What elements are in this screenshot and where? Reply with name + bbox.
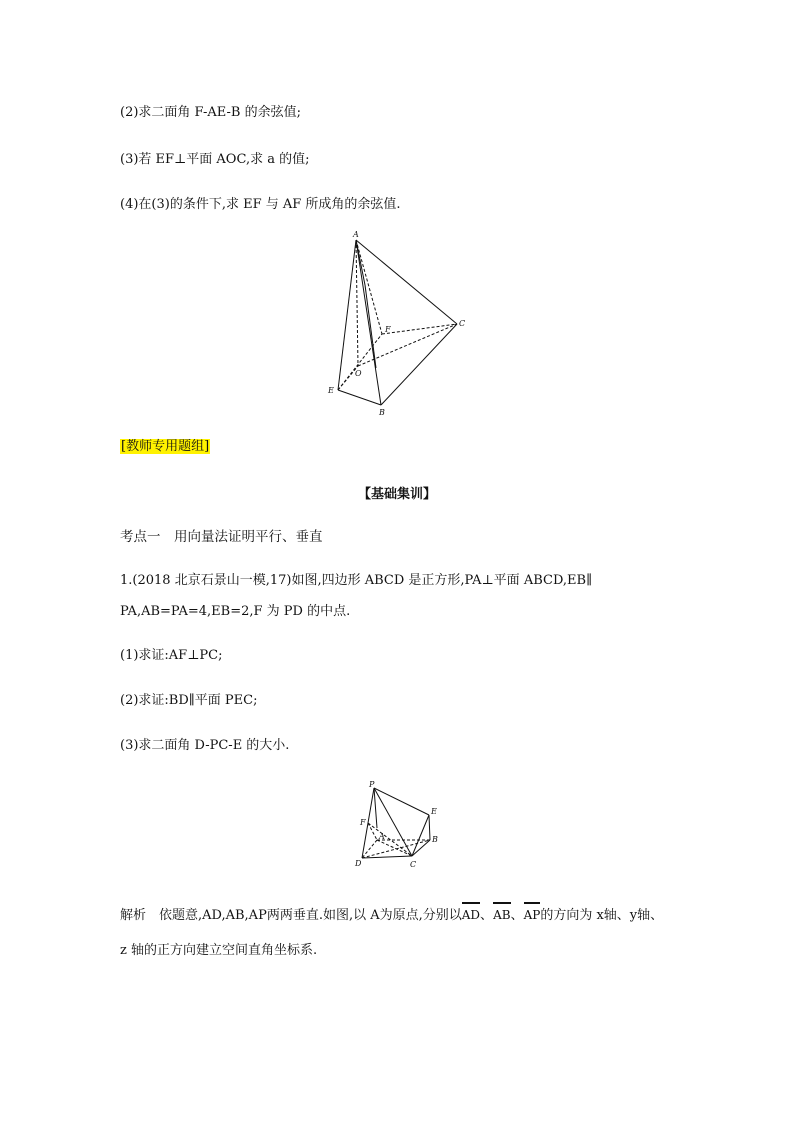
- label-C2: C: [410, 860, 417, 869]
- teacher-tag: [教师专用题组]: [121, 439, 210, 454]
- vector-AD: AD: [461, 908, 481, 922]
- dashed-AO: [356, 240, 358, 366]
- label-O: O: [355, 369, 362, 378]
- dashed-FA: [368, 823, 377, 840]
- edge-AC: [356, 240, 457, 324]
- label-E: E: [328, 386, 334, 395]
- label-B2: B: [432, 835, 438, 844]
- label-D2: D: [355, 859, 362, 868]
- dashed-AF: [356, 240, 382, 334]
- section-title: 【基础集训】: [357, 487, 436, 502]
- label-F2: F: [360, 818, 366, 827]
- edge-BC: [381, 324, 457, 405]
- edge-EB: [429, 815, 430, 840]
- edge-PE: [374, 788, 429, 815]
- vector-AB: AB: [493, 908, 511, 922]
- label-B: B: [379, 408, 385, 417]
- solution-suffix: 的方向为 x轴、y轴、: [540, 908, 664, 923]
- question-2: (2)求二面角 F-AE-B 的余弦值;: [120, 105, 301, 120]
- label-F: F: [385, 325, 391, 334]
- question-4: (4)在(3)的条件下,求 EF 与 AF 所成角的余弦值.: [120, 197, 401, 212]
- label-E2: E: [431, 807, 437, 816]
- edge-mid-B: [365, 285, 376, 368]
- dashed-FC: [368, 823, 412, 856]
- problem1-part1: (1)求证:AF⊥PC;: [120, 648, 223, 663]
- edge-EB: [338, 390, 381, 405]
- problem1-line1: 1.(2018 北京石景山一模,17)如图,四边形 ABCD 是正方形,PA⊥平面 ABCD,EB∥: [120, 573, 593, 588]
- solution-line1: [120, 906, 663, 925]
- edge-EC: [412, 815, 429, 856]
- question-3: (3)若 EF⊥平面 AOC,求 a 的值;: [120, 152, 310, 167]
- solution-prefix: 解析 依题意,AD,AB,AP两两垂直.如图,以 A为原点,分别以: [120, 908, 462, 923]
- edge-AB: [356, 240, 381, 405]
- edge-AE: [338, 240, 356, 390]
- label-A: A: [353, 230, 359, 239]
- vector-AP: AP: [523, 908, 541, 922]
- solution-sep1: 、: [480, 908, 494, 923]
- problem1-part2: (2)求证:BD∥平面 PEC;: [120, 693, 258, 708]
- solution-sep2: 、: [510, 908, 524, 923]
- figure-pyramid: [318, 228, 478, 418]
- solution-line2: z 轴的正方向建立空间直角坐标系.: [120, 943, 318, 958]
- problem1-part3: (3)求二面角 D-PC-E 的大小.: [120, 738, 290, 753]
- label-A2: A: [379, 832, 385, 841]
- label-C: C: [459, 319, 466, 328]
- edge-PA: [374, 788, 377, 828]
- problem1-line2: PA,AB=PA=4,EB=2,F 为 PD 的中点.: [120, 604, 351, 619]
- topic-heading: 考点一 用向量法证明平行、垂直: [120, 529, 323, 545]
- figure-prism: [352, 778, 448, 870]
- label-P: P: [369, 780, 375, 789]
